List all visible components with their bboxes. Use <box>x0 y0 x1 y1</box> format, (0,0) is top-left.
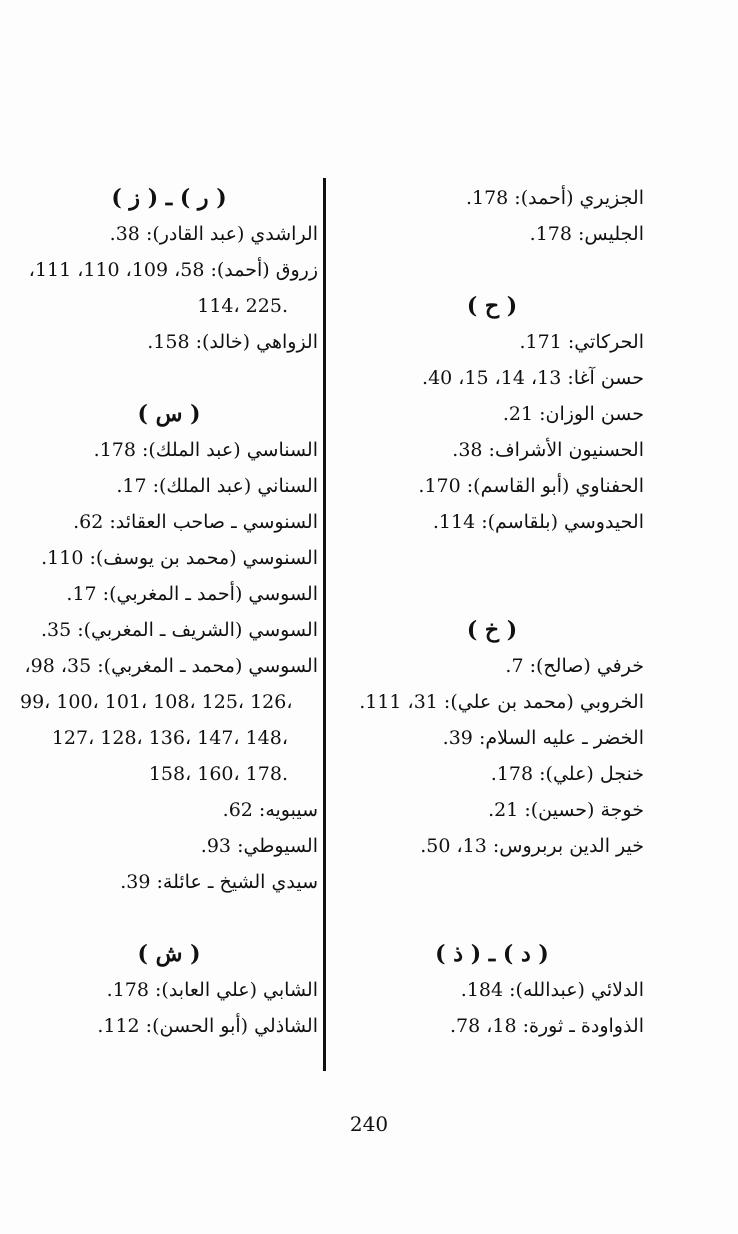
section-heading: ( س ) <box>137 401 201 427</box>
index-entry-continuation: 114، 225. <box>197 295 288 317</box>
index-entry-continuation: 158، 160، 178. <box>148 763 288 785</box>
section-heading: ( د ) ـ ( ذ ) <box>435 941 549 967</box>
index-entry-continuation: 127، 128، 136، 147، 148، <box>51 727 288 749</box>
index-entry: الخروبي (محمد بن علي): 31، 111. <box>359 691 644 713</box>
index-entry: الخضر ـ عليه السلام: 39. <box>442 727 644 749</box>
index-entry: سيدي الشيخ ـ عائلة: 39. <box>120 871 318 893</box>
index-entry: الدلائي (عبدالله): 184. <box>460 979 644 1001</box>
index-entry: خير الدين بربروس: 13، 50. <box>420 835 644 857</box>
page-number: 240 <box>349 1112 389 1136</box>
index-entry: الحسنيون الأشراف: 38. <box>452 439 644 461</box>
index-column-left <box>20 180 318 1044</box>
index-entry: السناني (عبد الملك): 17. <box>116 475 318 497</box>
spacer <box>340 252 644 288</box>
index-entry: السوسي (أحمد ـ المغربي): 17. <box>66 583 318 605</box>
index-entry: السوسي (محمد ـ المغربي): 35، 98، <box>24 655 318 677</box>
spacer <box>340 576 644 612</box>
index-entry: الجليس: 178. <box>529 223 644 245</box>
section-heading: ( ش ) <box>137 941 201 967</box>
index-entry: السنوسي ـ صاحب العقائد: 62. <box>73 511 318 533</box>
section-heading: ( ح ) <box>466 293 518 319</box>
index-entry: الحركاتي: 171. <box>519 331 644 353</box>
index-entry: سيبويه: 62. <box>222 799 318 821</box>
spacer <box>340 864 644 900</box>
index-entry: الجزيري (أحمد): 178. <box>465 187 644 209</box>
column-divider <box>323 178 326 1071</box>
index-column-right <box>340 180 644 1044</box>
index-entry: خنجل (علي): 178. <box>490 763 644 785</box>
index-entry: السيوطي: 93. <box>200 835 318 857</box>
index-entry: السناسي (عبد الملك): 178. <box>93 439 318 461</box>
index-entry: الزواهي (خالد): 158. <box>147 331 318 353</box>
index-entry: الشابي (علي العابد): 178. <box>106 979 318 1001</box>
index-entry: السنوسي (محمد بن يوسف): 110. <box>41 547 318 569</box>
index-entry: الذواودة ـ ثورة: 18، 78. <box>450 1015 644 1037</box>
index-entry: زروق (أحمد): 58، 109، 110، 111، <box>28 259 318 281</box>
index-entry: الشاذلي (أبو الحسن): 112. <box>97 1015 318 1037</box>
index-entry: خوجة (حسين): 21. <box>488 799 644 821</box>
spacer <box>20 360 318 396</box>
section-heading: ( خ ) <box>466 617 518 643</box>
spacer <box>340 540 644 576</box>
section-heading: ( ر ) ـ ( ز ) <box>111 185 227 211</box>
spacer <box>20 900 318 936</box>
index-entry: حسن الوزان: 21. <box>502 403 644 425</box>
index-entry: الحيدوسي (بلقاسم): 114. <box>432 511 644 533</box>
index-entry: الحفناوي (أبو القاسم): 170. <box>418 475 644 497</box>
index-entry-continuation: 99، 100، 101، 108، 125، 126، <box>20 691 293 713</box>
spacer <box>340 900 644 936</box>
index-entry: السوسي (الشريف ـ المغربي): 35. <box>40 619 318 641</box>
index-entry: حسن آغا: 13، 14، 15، 40. <box>422 367 644 389</box>
index-entry: خرفي (صالح): 7. <box>505 655 644 677</box>
index-entry: الراشدي (عبد القادر): 38. <box>109 223 318 245</box>
